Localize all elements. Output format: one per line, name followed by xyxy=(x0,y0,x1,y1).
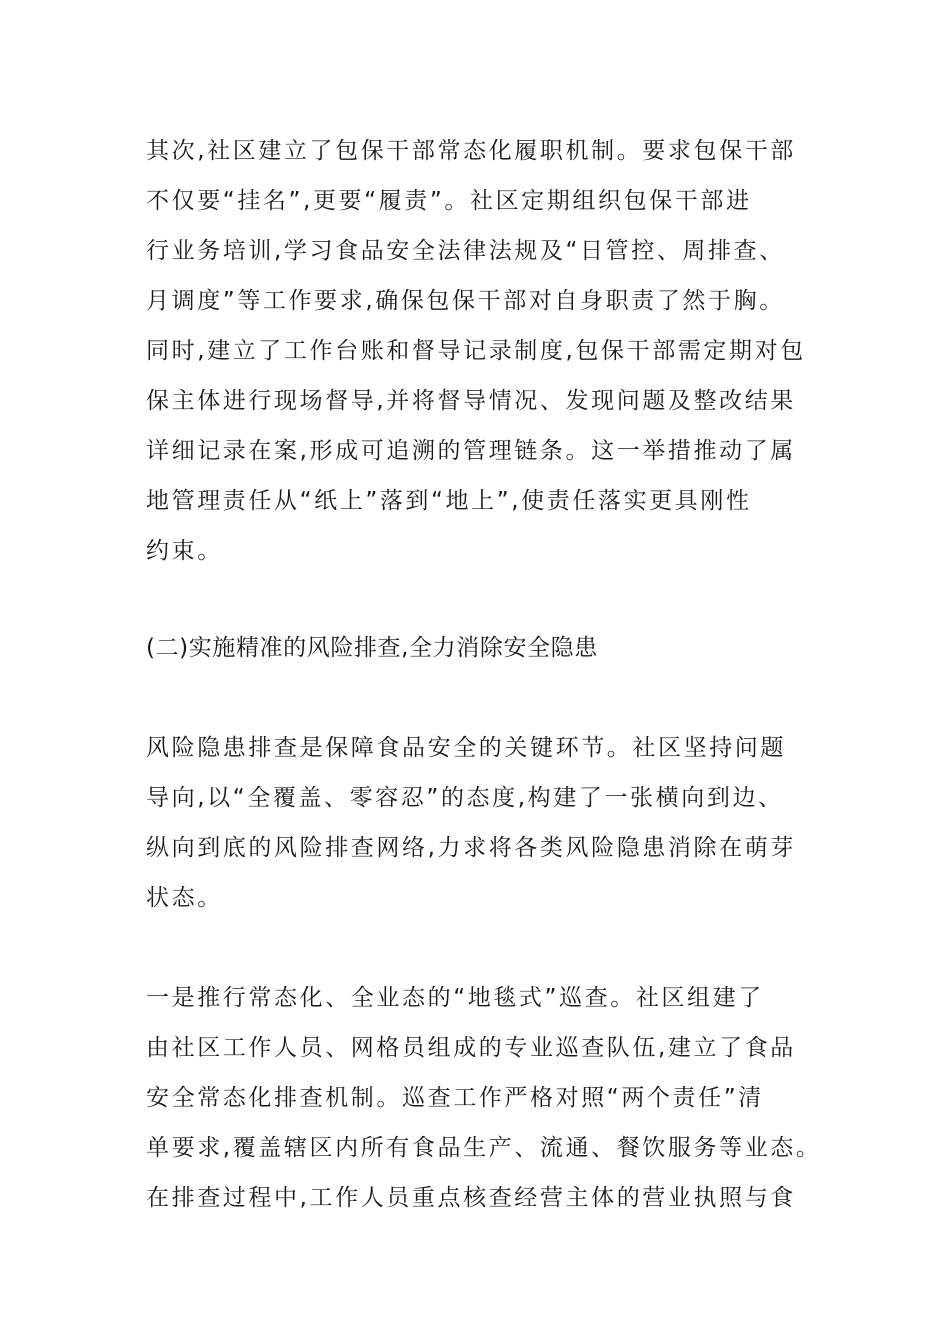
text-line: 行业务培训,学习食品安全法律法规及“日管控、周排查、 xyxy=(146,238,785,264)
text-line: 一是推行常态化、全业态的“地毯式”巡查。社区组建了 xyxy=(146,985,764,1011)
text-line: 地管理责任从“纸上”落到“地上”,使责任落实更具刚性 xyxy=(146,488,752,514)
text-line: 月调度”等工作要求,确保包保干部对自身职责了然于胸。 xyxy=(146,288,785,314)
text-line: 纵向到底的风险排查网络,力求将各类风险隐患消除在萌芽 xyxy=(146,835,796,861)
paragraph-risk-inspection xyxy=(146,723,846,923)
text-line: 同时,建立了工作台账和督导记录制度,包保干部需定期对包 xyxy=(146,338,806,364)
section-heading-text: (二)实施精准的风险排查,全力消除安全隐患 xyxy=(146,635,598,661)
text-line: 状态。 xyxy=(146,885,223,911)
paragraph-supervisor-duties xyxy=(146,126,846,576)
text-line: 不仅要“挂名”,更要“履责”。社区定期组织包保干部进 xyxy=(146,188,752,214)
text-line: 由社区工作人员、网格员组成的专业巡查队伍,建立了食品 xyxy=(146,1035,796,1061)
text-line: 风险隐患排查是保障食品安全的关键环节。社区坚持问题 xyxy=(146,735,786,761)
text-line: 单要求,覆盖辖区内所有食品生产、流通、餐饮服务等业态。 xyxy=(146,1135,822,1161)
text-line: 其次,社区建立了包保干部常态化履职机制。要求包保干部 xyxy=(146,138,796,164)
section-heading xyxy=(146,623,846,673)
text-line: 保主体进行现场督导,并将督导情况、发现问题及整改结果 xyxy=(146,388,796,414)
text-line: 安全常态化排查机制。巡查工作严格对照“两个责任”清 xyxy=(146,1085,764,1111)
text-line: 导向,以“全覆盖、零容忍”的态度,构建了一张横向到边、 xyxy=(146,785,784,811)
paragraph-carpet-patrol xyxy=(146,973,846,1223)
text-line: 在排查过程中,工作人员重点核查经营主体的营业执照与食 xyxy=(146,1185,796,1211)
text-line: 详细记录在案,形成可追溯的管理链条。这一举措推动了属 xyxy=(146,438,796,464)
text-line: 约束。 xyxy=(146,538,223,564)
